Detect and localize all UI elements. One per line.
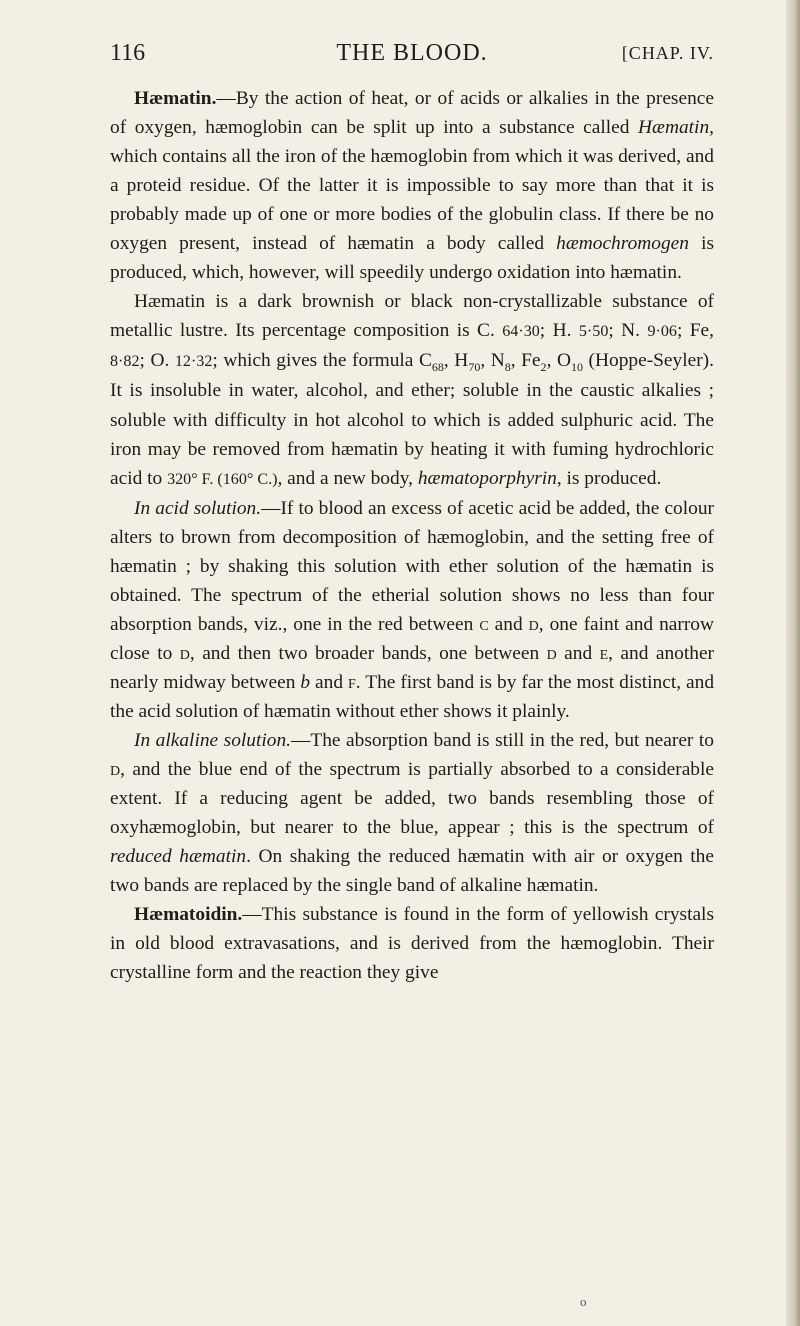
subheading-alkaline-solution: In alkaline solution. — [134, 730, 291, 752]
printer-mark: o — [580, 1294, 587, 1309]
paragraph-haematoidin: Hæmatoidin.—This substance is found in the form of yellowish crystals in old blood extravasations, and is derived from the hæmoglobin. Their crystalline form and the reaction they give — [110, 904, 714, 984]
page-number: 116 — [110, 40, 146, 66]
running-header — [110, 38, 714, 68]
section-heading-haematoidin: Hæmatoidin. — [134, 904, 243, 926]
paragraph-haematin-intro: Hæmatin.—By the action of heat, or of acids or alkalies in the presence of oxygen, hæmoglobin can be split up into a substance called Hæmatin, which contains all the iron of the hæmoglobin from which it was derived, and a proteid residue. Of the latter it is impossible to say more than that it is probably made up of one or more bodies of the globulin class. If there be no oxygen present, instead of hæmatin a body called hæmochromogen is produced, which, however, will speedily undergo oxidation into hæmatin. — [110, 88, 714, 284]
paragraph-acid-solution: In acid solution.—If to blood an excess of acetic acid be added, the colour alters to brown from decomposition of hæmoglobin, and the setting free of hæmatin ; by shaking this solution with ether solution of the hæmatin is obtained. The spectrum of the etherial solution shows no less than four absorption bands, viz., one in the red between c and d, one faint and narrow close to d, and then two broader bands, one between d and e, and another nearly midway between b and f. The first band is by far the most distinct, and the acid solution of hæmatin without ether shows it plainly. — [110, 497, 715, 722]
paragraph-haematin-composition: Hæmatin is a dark brownish or black non-crystallizable substance of metallic lustre. Its percentage composition is C. 64·30; H. 5·50; N. 9·06; Fe, 8·82; O. 12·32; which gives the formula $C_{68}$, $H_{70}$, $N_8$, $Fe_2$, $O_{10}$ (Hoppe-Seyler). It is insoluble in water, alcohol, and ether; soluble in the caustic alkalies ; soluble with difficulty in hot alcohol to which is added sulphuric acid. The iron may be removed from hæmatin by heating it with fuming hydrochloric acid to 320° F. (160° C.), and a new body, hæmatoporphyrin, is produced. — [110, 291, 714, 489]
subheading-acid-solution: In acid solution. — [134, 497, 262, 519]
running-title: THE BLOOD. — [336, 40, 488, 66]
chapter-label: [CHAP. IV. — [621, 43, 714, 63]
paragraph-alkaline-solution: In alkaline solution.—The absorption band is still in the red, but nearer to d, and the blue end of the spectrum is partially absorbed to a considerable extent. If a reducing agent be added, two bands resembling those of oxyhæmoglobin, but nearer to the blue, appear ; this is the spectrum of reduced hæmatin. On shaking the reduced hæmatin with air or oxygen the two bands are replaced by the single band of alkaline hæmatin. — [110, 730, 714, 897]
page-edge-shadow — [786, 0, 800, 1326]
section-heading-haematin: Hæmatin. — [134, 88, 217, 109]
body-text — [110, 84, 714, 987]
